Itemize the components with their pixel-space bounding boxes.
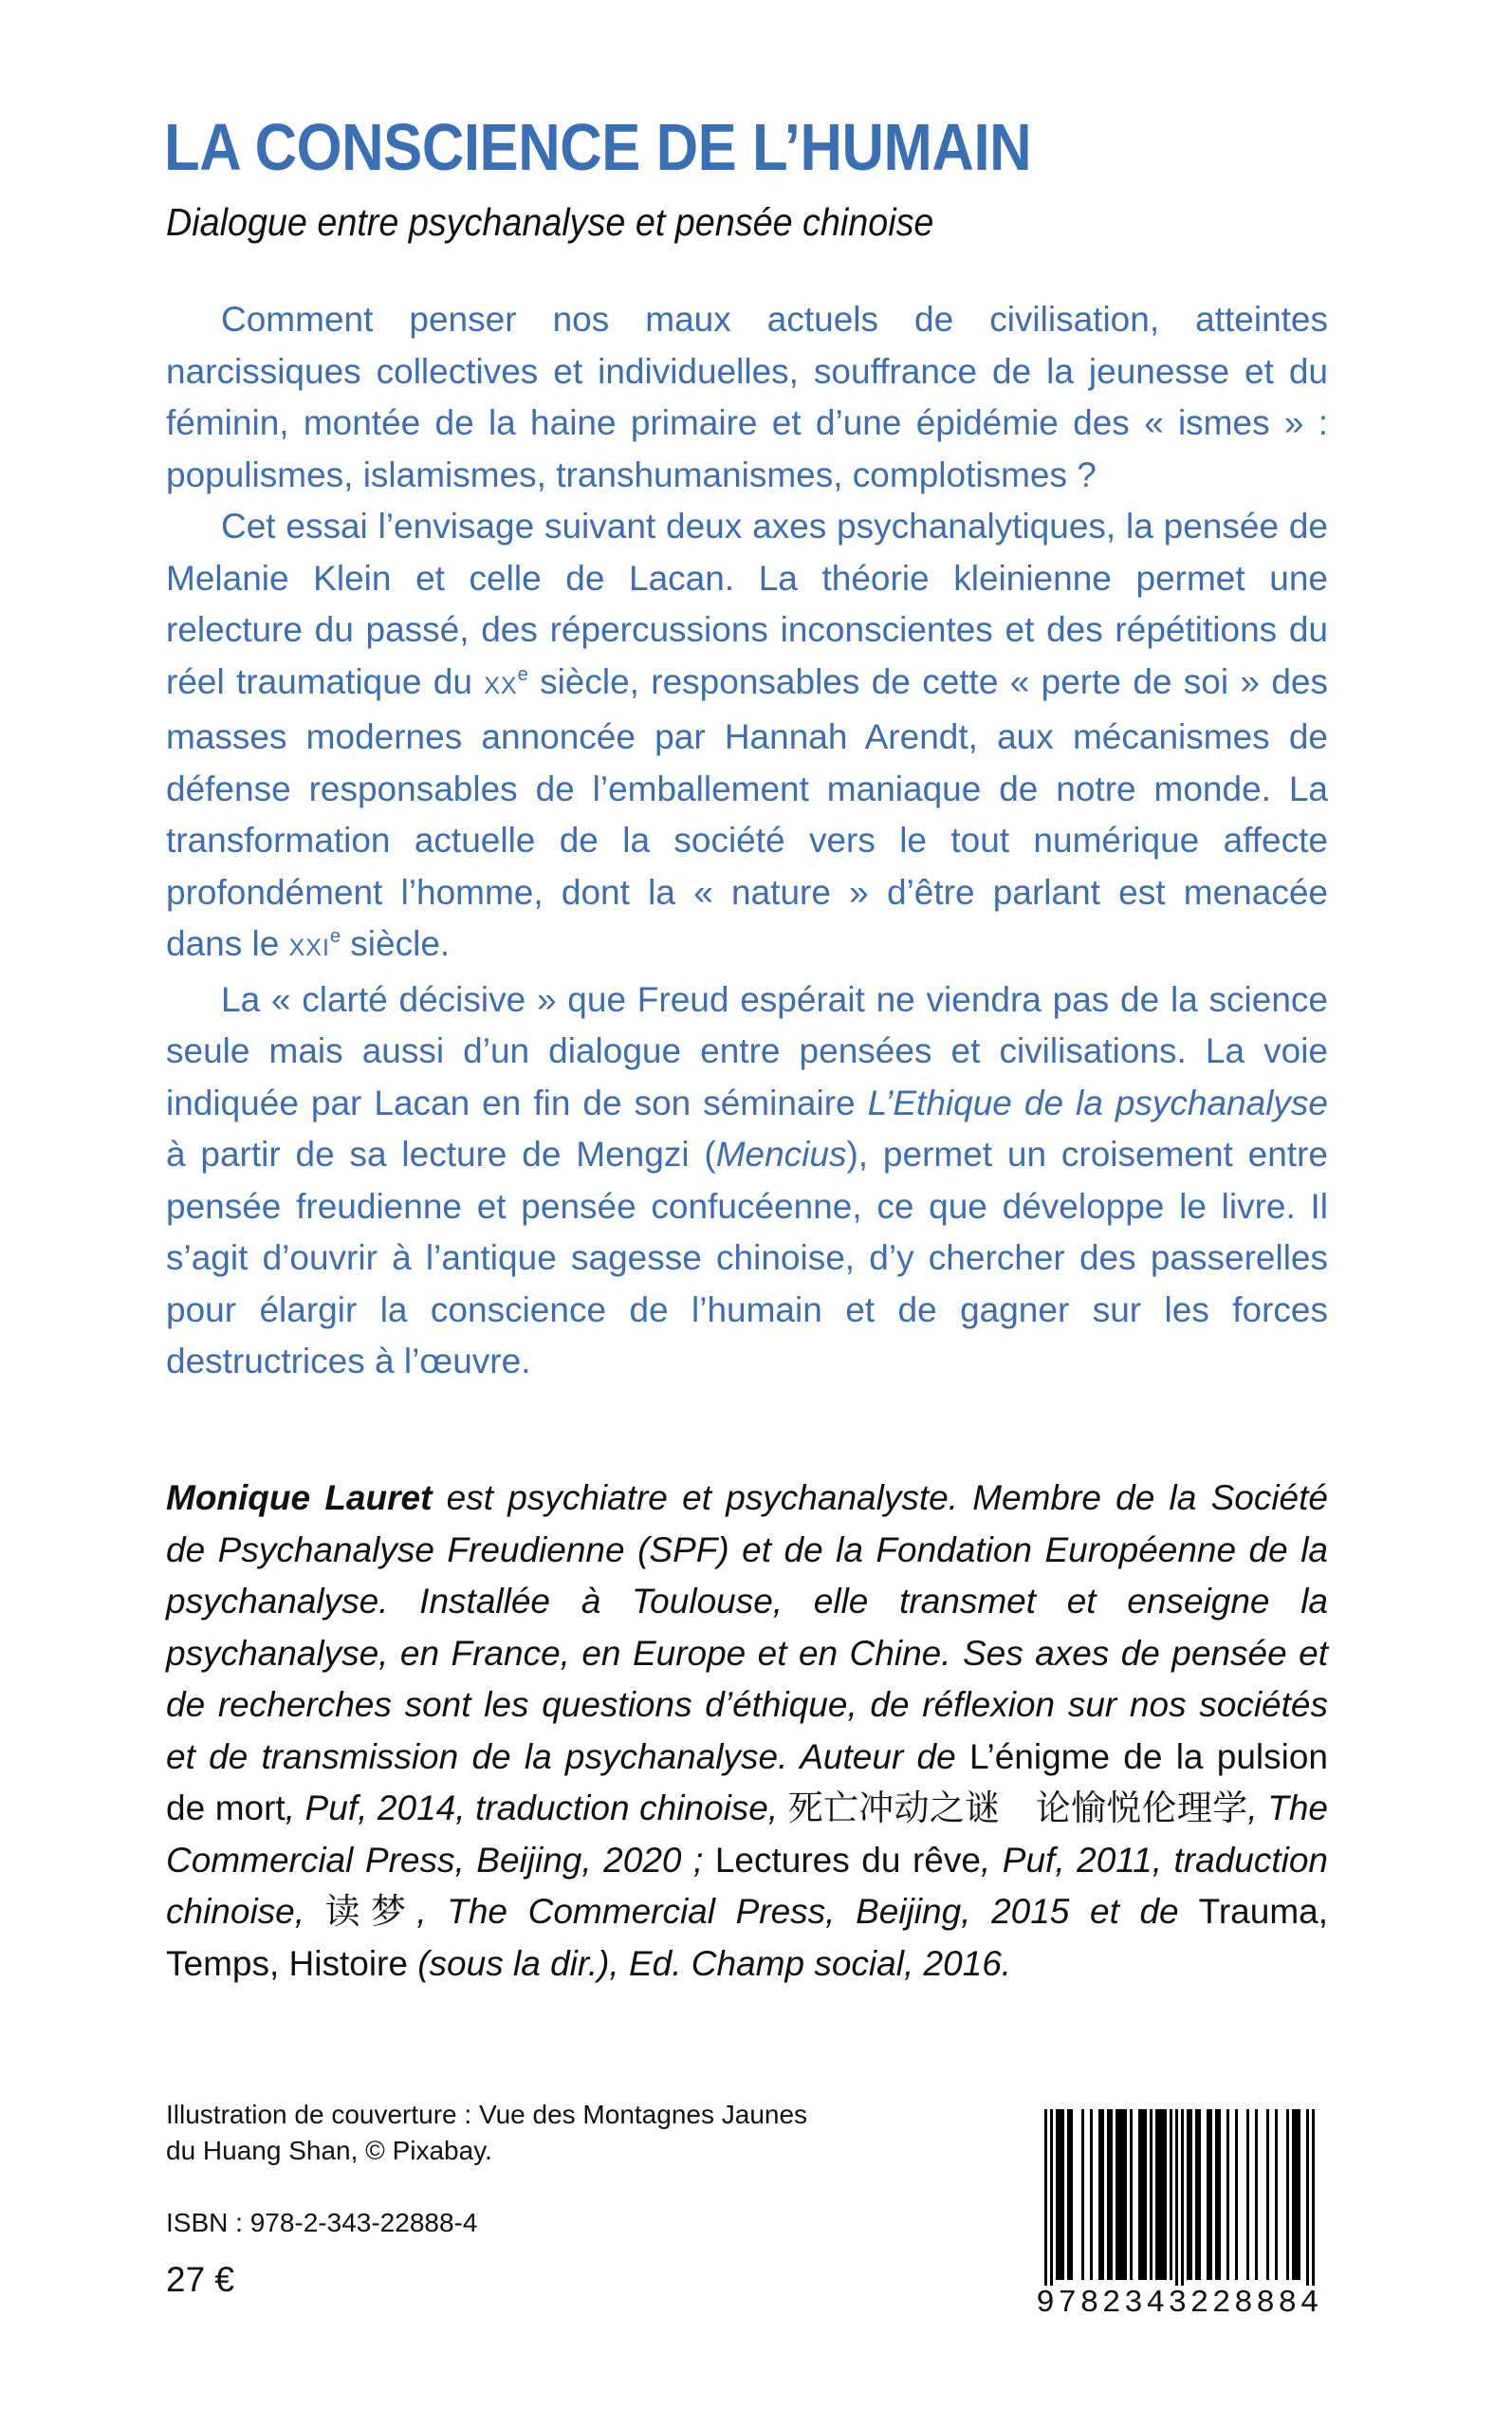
barcode-bar [1312,2109,1315,2294]
barcode-bar [1198,2109,1201,2280]
book-title-3: Trauma, Temps, Histoire [166,1892,1328,1983]
author-bio [166,1473,1328,1990]
barcode [1027,2109,1331,2329]
barcode-bar [1170,2109,1172,2280]
book-title-1: L’énigme de la pulsion de mort [166,1736,1329,1827]
barcode-bar [1155,2109,1158,2280]
chinese-title-1: 死亡冲动之谜 论愉悦伦理学 [787,1788,1248,1827]
barcode-bar [1107,2109,1110,2280]
blurb-text: à partir de sa lecture de Mengzi ( [166,1135,716,1174]
barcode-bar [1130,2109,1133,2280]
bio-paragraph [166,1473,1328,1990]
credit-line-2: du Huang Shan, © Pixabay. [166,2136,492,2165]
barcode-bar [1255,2109,1258,2280]
barcode-bar [1070,2109,1073,2280]
barcode-bar [1144,2109,1147,2280]
century-suffix: e [517,663,528,685]
blurb [166,294,1328,1388]
barcode-bar [1286,2109,1289,2280]
credit-line-1: Illustration de couverture : Vue des Montagnes Jaunes [166,2100,808,2129]
book-subtitle: Dialogue entre psychanalyse et pensée chinoise [166,200,934,244]
bio-text: , Puf, 2011, traduction chinoise, [166,1840,1329,1931]
book-reference-ethique: L’Ethique de la psychanalyse [867,1083,1329,1122]
barcode-bar [1164,2109,1167,2280]
barcode-bar [1161,2109,1164,2280]
barcode-bar [1158,2109,1161,2280]
century-twenty: XX [484,672,518,699]
book-title: LA CONSCIENCE DE L’HUMAIN [164,110,1032,184]
barcode-bar [1067,2109,1070,2280]
blurb-paragraph-1: Comment penser nos maux actuels de civilisation, atteintes narcissiques collectives et individuelles, souffrance de la jeunesse et du féminin, montée de la haine primaire et d’une épidémie des « ismes » : populismes, islamismes, transhumanismes, complotismes ? [166,300,1328,494]
barcode-bar [1141,2109,1144,2280]
barcode-bar [1187,2109,1189,2280]
barcode-bar [1298,2109,1300,2280]
barcode-bar [1266,2109,1269,2280]
mencius-reference: Mencius [715,1135,847,1174]
barcode-digits: 9782343228884 [1027,2286,1331,2321]
chinese-title-2: 读梦 [324,1892,417,1931]
barcode-bar [1275,2109,1278,2280]
barcode-bar [1209,2109,1212,2280]
barcode-bar [1215,2109,1218,2280]
barcode-bar [1118,2109,1121,2280]
blurb-text: siècle. [350,924,451,963]
barcode-bar [1059,2109,1061,2280]
barcode-bar [1124,2109,1127,2280]
blurb-paragraph-3 [166,974,1328,1388]
price: 27 € [166,2260,235,2299]
century-twenty-one: XXI [288,935,330,961]
barcode-bar [1292,2109,1295,2280]
barcode-bar [1175,2109,1178,2294]
barcode-bars [1027,2109,1331,2294]
barcode-bar [1306,2109,1309,2294]
century-suffix: e [329,926,341,947]
cover-credit [166,2097,925,2169]
barcode-bar [1295,2109,1298,2280]
barcode-bar [1116,2109,1118,2280]
barcode-bar [1081,2109,1084,2280]
bio-text: (sous la dir.), Ed. Champ social, 2016. [417,1943,1012,1983]
author-name: Monique Lauret [166,1478,433,1517]
barcode-bar [1189,2109,1192,2280]
barcode-bar [1195,2109,1198,2280]
blurb-text: ), permet un croisement entre pensée freudienne et pensée confucéenne, ce que développe le livre. Il s’agit d’ouvrir à l’antique sagesse chinoise, d’y chercher des passerelles pour élargir la conscience de l’humain et de gagner sur les forces destructrices à l’œuvre. [166,1135,1328,1381]
barcode-bar [1235,2109,1238,2280]
bio-text: , The Commercial Press, Beijing, 2015 et de [416,1892,1179,1931]
barcode-bar [1181,2109,1184,2294]
barcode-bar [1061,2109,1064,2280]
barcode-bar [1246,2109,1249,2280]
barcode-bar [1101,2109,1104,2280]
blurb-text: Cet essai l’envisage suivant deux axes psychanalytiques, la pensée de Melanie Klein et celle de Lacan. La théorie kleinienne permet une relecture du passé, des répercussions inconscientes et des répétitions du réel traumatique du [166,507,1328,701]
blurb-paragraph-2 [166,501,1328,974]
barcode-bar [1226,2109,1229,2280]
barcode-bar [1218,2109,1221,2280]
barcode-bar [1098,2109,1101,2280]
barcode-bar [1207,2109,1209,2280]
barcode-bar [1056,2109,1059,2280]
bio-text: , The Commercial Press, Beijing, 2020 ; [166,1788,1328,1880]
barcode-bar [1050,2109,1053,2294]
barcode-bar [1090,2109,1093,2280]
bio-text: est psychiatre et psychanalyste. Membre de la Société de Psychanalyse Freudienne (SPF) et de la Fondation Européenne de la psychanalyse. Installée à Toulouse, elle transmet et enseigne la psychanalyse, en France, en Europe et en Chine. Ses axes de pensée et de recherches sont les questions d’éthique, de réflexion sur nos sociétés et de transmission de la psychanalyse. Auteur de [166,1478,1328,1776]
blurb-text: siècle, responsables de cette « perte de soi » des masses modernes annoncée par Hannah Arendt, aux mécanismes de défense responsables de l’emballement maniaque de notre monde. La transformation actuelle de la société vers le tout numérique affecte profondément l’homme, dont la « nature » d’être parlant est menacée dans le [166,661,1329,963]
bio-text: , Puf, 2014, traduction chinoise, [285,1788,779,1827]
barcode-bar [1121,2109,1124,2280]
barcode-bar [1138,2109,1141,2280]
barcode-bar [1110,2109,1113,2280]
barcode-bar [1150,2109,1152,2280]
blurb-text: La « clarté décisive » que Freud espérait ne viendra pas de la science seule mais aussi d’un dialogue entre pensées et civilisations. La voie indiquée par Lacan en fin de son séminaire [166,979,1328,1122]
barcode-bar [1044,2109,1047,2294]
book-title-2: Lectures du rêve [714,1840,981,1880]
isbn: ISBN : 978-2-343-22888-4 [166,2208,478,2237]
